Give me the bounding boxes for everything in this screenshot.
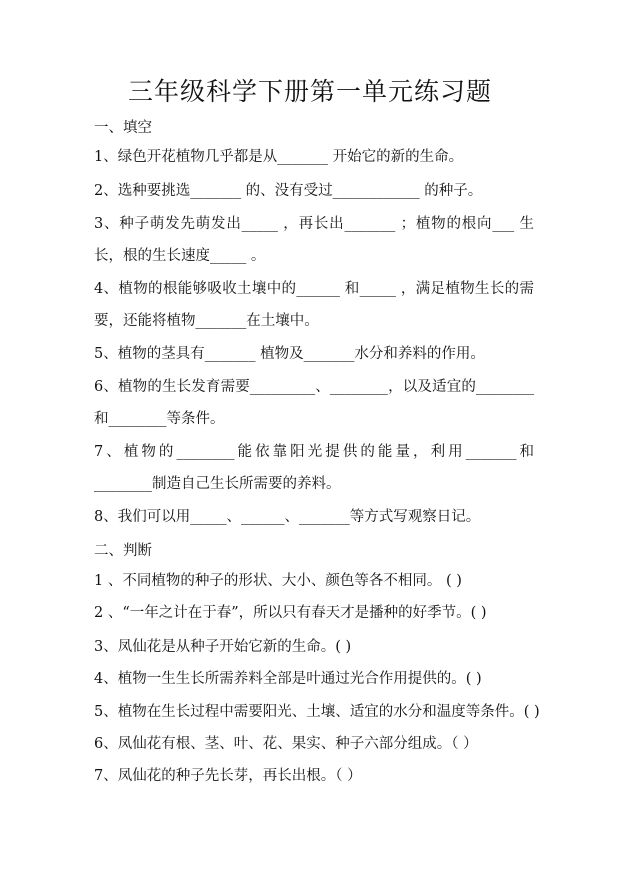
question-fill-3-line-1: 3、种子萌发先萌发出_____ ，再长出_______ ；植物的根向___ 生 (94, 216, 534, 232)
section-heading-fill-blank: 一、填空 (94, 120, 152, 136)
question-fill-4-line-2: 要，还能将植物_______在土壤中。 (94, 313, 319, 329)
question-fill-7-line-2: ________制造自己生长所需要的养料。 (94, 476, 341, 492)
question-fill-5: 5、植物的茎具有_______ 植物及_______水分和养料的作用。 (94, 346, 485, 362)
question-fill-1: 1、绿色开花植物几乎都是从_______ 开始它的新的生命。 (94, 149, 464, 165)
question-judge-6: 6、凤仙花有根、茎、叶、花、果实、种子六部分组成。（ ） (94, 736, 478, 752)
question-fill-4-line-1: 4、植物的根能够吸收土壤中的______ 和_____ ，满足植物生长的需 (94, 281, 534, 297)
question-judge-5: 5、植物在生长过程中需要阳光、土壤、适宜的水分和温度等条件。( ) (94, 704, 540, 720)
question-judge-4: 4、植物一生生长所需养料全部是叶通过光合作用提供的。( ) (94, 671, 482, 687)
question-fill-2: 2、选种要挑选_______ 的、没有受过____________ 的种子。 (94, 183, 483, 199)
question-fill-3-line-2: 长，根的生长速度_____ 。 (94, 248, 266, 264)
question-fill-6-line-2: 和________等条件。 (94, 411, 225, 427)
page-title: 三年级科学下册第一单元练习题 (127, 77, 492, 106)
question-fill-8: 8、我们可以用_____、______、_______等方式写观察日记。 (94, 509, 481, 525)
question-judge-2: 2 、“一年之计在于春”，所以只有春天才是播种的好季节。( ) (94, 605, 487, 621)
question-judge-3: 3、凤仙花是从种子开始它新的生命。( ) (94, 639, 352, 655)
question-judge-1: 1 、不同植物的种子的形状、大小、颜色等各不相同。 ( ) (94, 573, 462, 589)
section-heading-judge: 二、判断 (94, 543, 152, 559)
question-fill-6-line-1: 6、植物的生长发育需要_________、________，以及适宜的________ (94, 379, 534, 395)
question-judge-7: 7、凤仙花的种子先长芽，再长出根。（ ） (94, 768, 362, 784)
question-fill-7-line-1: 7、植物的________能依靠阳光提供的能量，利用_______和 (94, 444, 534, 460)
